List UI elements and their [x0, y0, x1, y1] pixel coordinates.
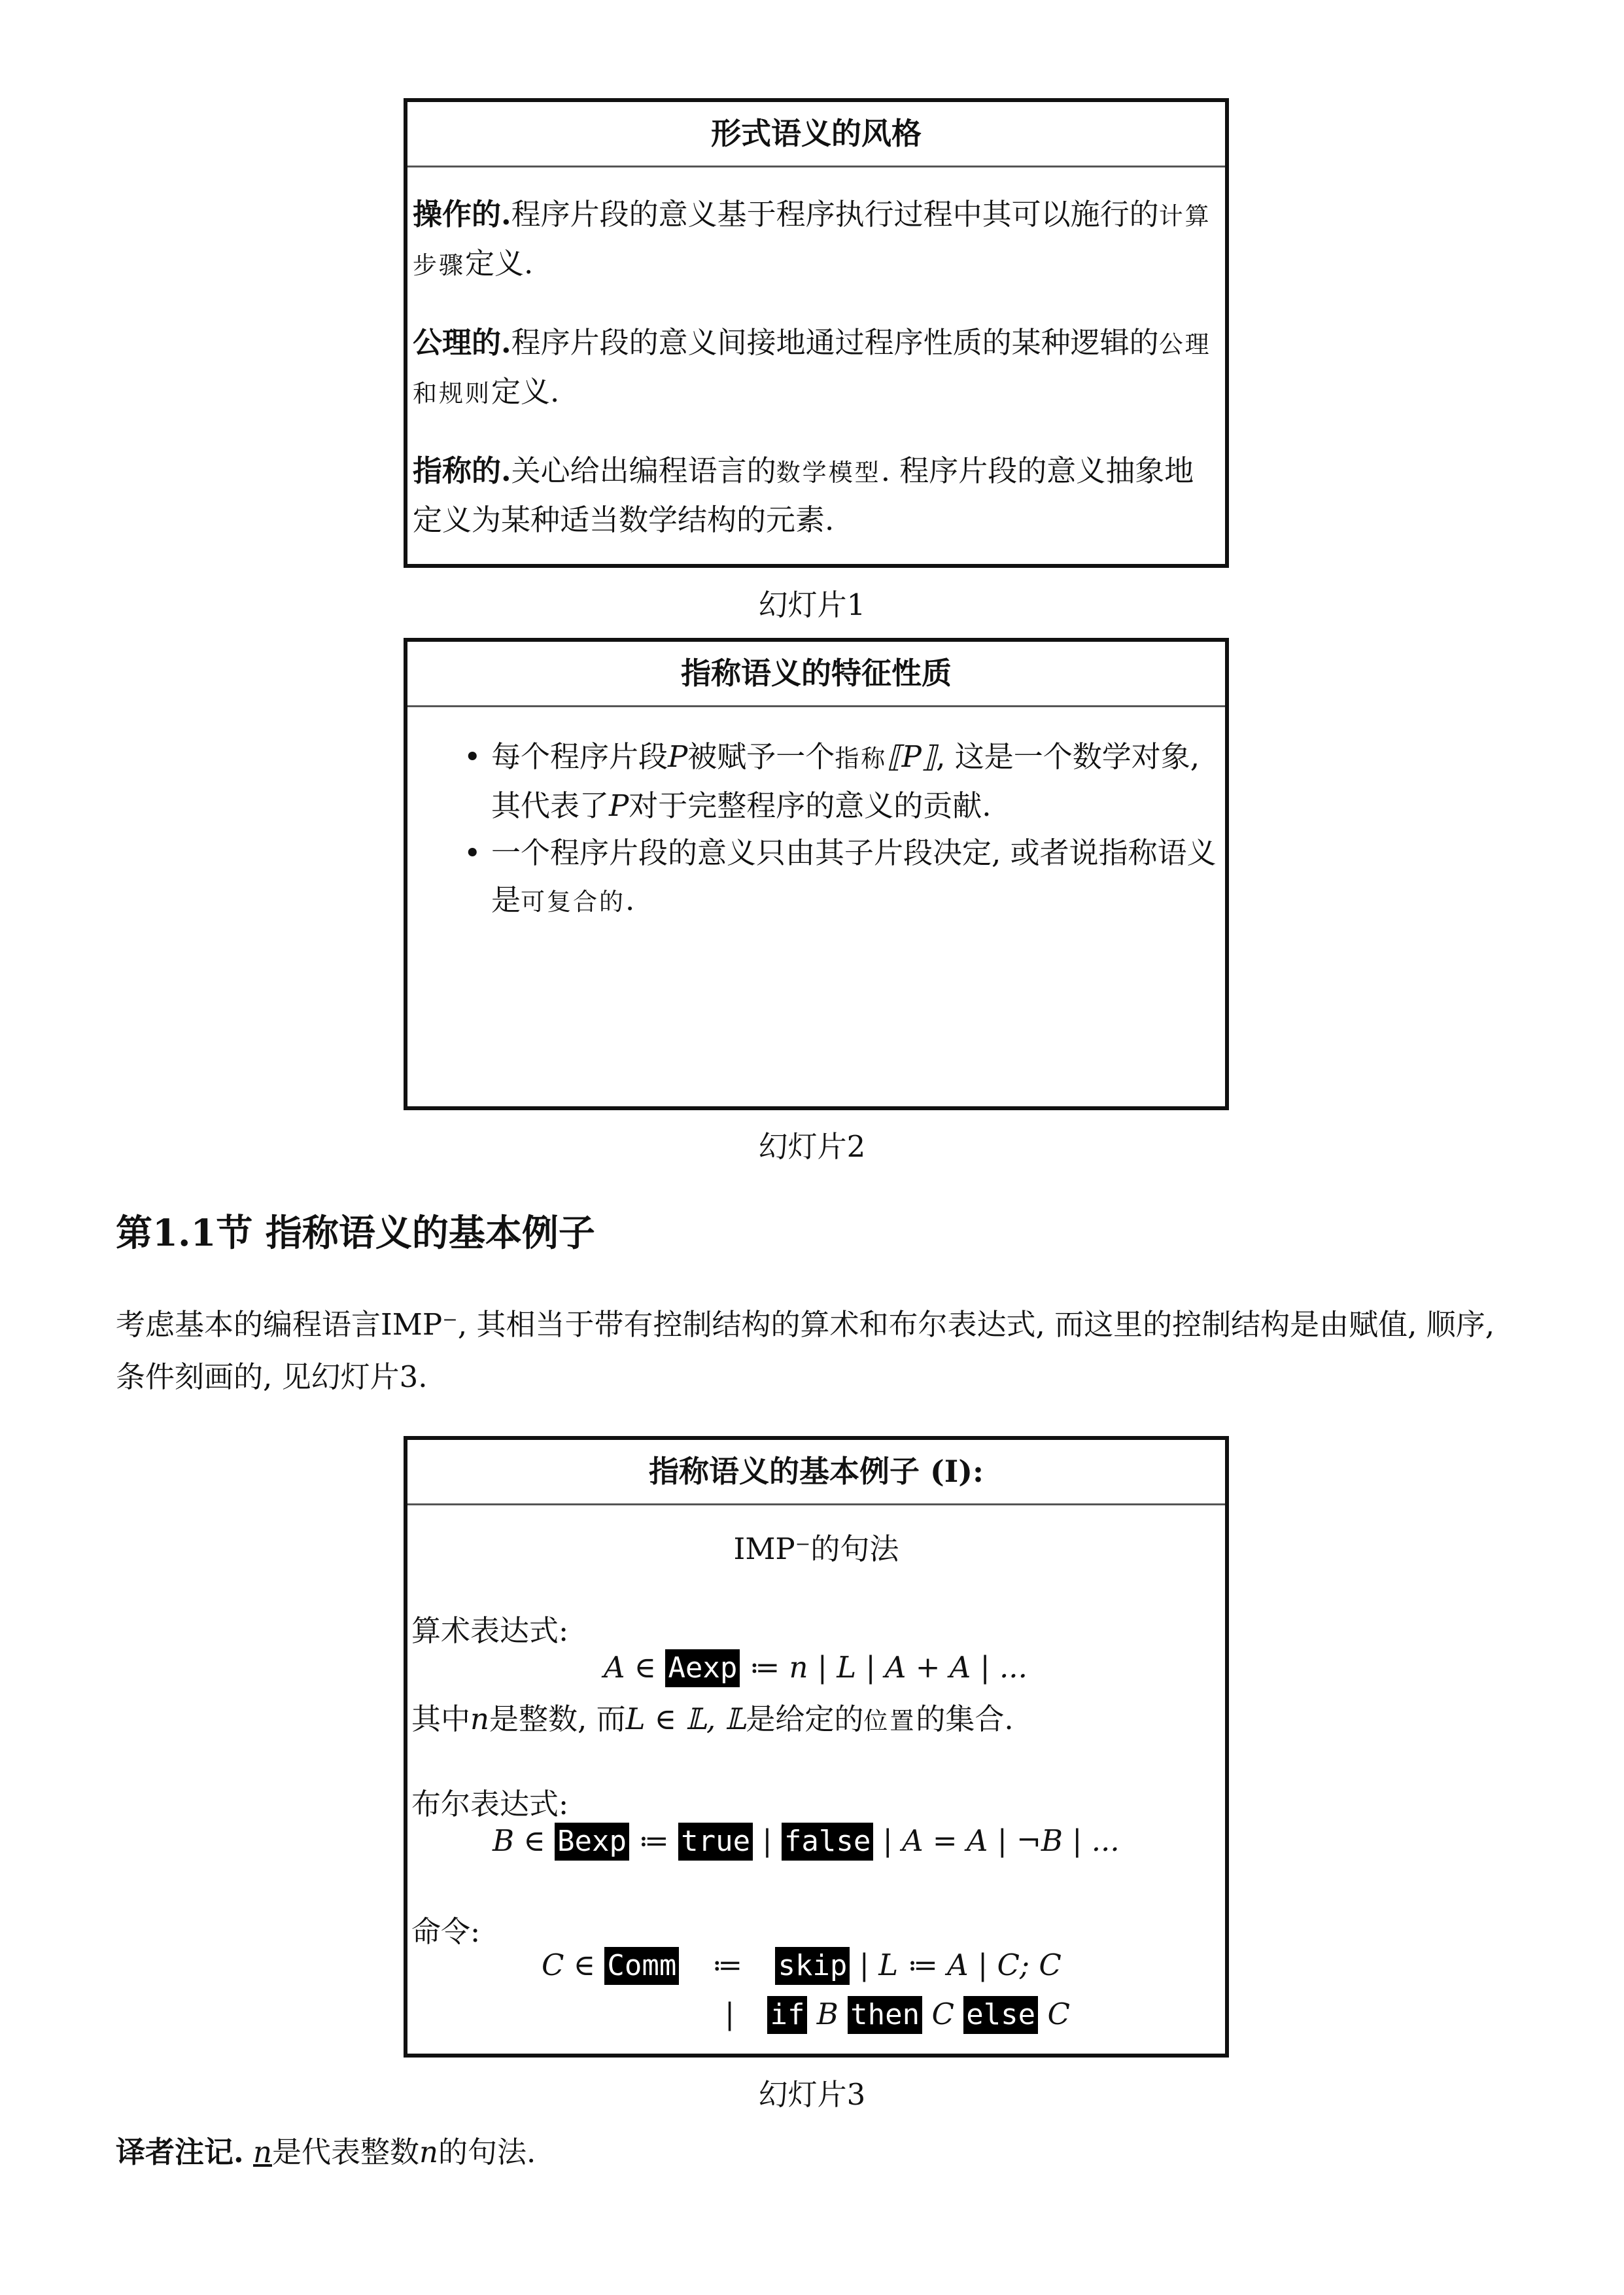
arith-label: 算术表达式: [411, 1613, 569, 1648]
section-paragraph: 考虑基本的编程语言IMP⁻, 其相当于带有控制结构的算术和布尔表达式, 而这里的控制结构是由赋值, 顺序, 条件刻画的, 见幻灯片3. [116, 1307, 1495, 1394]
style-item-operational [413, 191, 1220, 289]
bullet-text: , 这是一个数学对象, 其代表了 [491, 739, 1200, 823]
item-text: 程序片段的意义基于程序执行过程中其可以施行的 [511, 197, 1159, 232]
math-lhs: B ∈ [492, 1823, 545, 1858]
math-rhs: | A = A | ¬B | ... [882, 1823, 1120, 1858]
style-item-axiomatic [413, 319, 1220, 417]
keyword-true: true [678, 1823, 753, 1861]
bullet-text: 一个程序片段的意义只由其子片段决定, 或者说指称语义是 [491, 835, 1217, 917]
math-lhs: C ∈ [542, 1948, 596, 1982]
arith-note [411, 1695, 1014, 1738]
arith-grammar [604, 1649, 1028, 1687]
math-var: L ∈ 𝕃, 𝕃 [625, 1702, 746, 1736]
keyword-if: if [767, 1996, 807, 2034]
item-text: 程序片段的意义间接地通过程序性质的某种逻辑的 [511, 325, 1159, 360]
note-text: 的集合. [916, 1702, 1014, 1736]
math-op: | [725, 1997, 735, 2031]
math-var: P [609, 788, 629, 823]
bool-label: 布尔表达式: [411, 1787, 569, 1821]
slide-2-body [407, 707, 1225, 926]
math-rhs: ≔ n | L | A + A | ... [749, 1650, 1028, 1685]
math-numeral: n [252, 2135, 272, 2169]
keyword-skip: skip [775, 1947, 850, 1985]
keyword-aexp: Aexp [665, 1649, 740, 1687]
bullet-item [491, 830, 1220, 926]
keyword-then: then [848, 1996, 922, 2034]
slide-1-body [407, 167, 1225, 544]
bullet-list [413, 733, 1220, 926]
slide-3-subtitle: IMP⁻的句法 [733, 1532, 899, 1566]
note-text: 其中 [411, 1702, 471, 1736]
term-axiomatic: 公理的. [413, 325, 511, 360]
item-text: . 程序片段的意义抽象地定义为某种适当数学结构的元素. [413, 453, 1194, 537]
math-var: C [931, 1997, 954, 2031]
math-rhs: | L ≔ A | C; C [859, 1948, 1062, 1982]
bool-grammar [492, 1823, 1120, 1861]
note-text: 是整数, 而 [489, 1702, 626, 1736]
keyword-false: false [782, 1823, 873, 1861]
emphasis: 位置 [863, 1707, 916, 1735]
term-denotational: 指称的. [413, 453, 511, 488]
bullet-item [491, 733, 1220, 830]
emphasis: 指称 [835, 745, 888, 773]
item-text: 定义. [491, 374, 560, 409]
math-var: B [816, 1997, 838, 2031]
math-lhs: A ∈ [604, 1650, 657, 1685]
item-text: 关心给出编程语言的 [511, 453, 776, 488]
keyword-bexp: Bexp [555, 1823, 629, 1861]
emphasis: 可复合的 [521, 888, 626, 916]
style-item-denotational [413, 447, 1220, 544]
emphasis: 公理和规则 [413, 330, 1211, 408]
math-op: ≔ [712, 1948, 743, 1982]
note-label: 译者注记. [116, 2135, 244, 2169]
math-op: | [762, 1823, 772, 1858]
term-operational: 操作的. [413, 197, 511, 232]
slide-1-caption: 幻灯片1 [758, 587, 866, 622]
emphasis: 数学模型 [776, 459, 881, 487]
slide-2 [404, 638, 1229, 1110]
math-var: P [668, 739, 688, 774]
keyword-else: else [963, 1996, 1038, 2034]
slide-3-title: 指称语义的基本例子 (I): [407, 1440, 1225, 1505]
comm-label: 命令: [411, 1914, 481, 1949]
slide-1 [404, 98, 1229, 568]
slide-2-title: 指称语义的特征性质 [407, 642, 1225, 707]
translator-note [116, 2126, 1509, 2179]
emphasis: 计算步骤 [413, 202, 1211, 279]
bullet-text: 每个程序片段 [491, 739, 668, 774]
comm-grammar-line-1 [542, 1947, 1062, 1985]
bullet-text: 被赋予一个 [687, 739, 835, 774]
keyword-comm: Comm [604, 1947, 679, 1985]
bullet-text: 对于完整程序的意义的贡献. [629, 788, 992, 823]
math-var: n [470, 1702, 489, 1736]
math-var: n [419, 2135, 438, 2169]
slide-1-title: 形式语义的风格 [407, 102, 1225, 167]
note-text: 是代表整数 [271, 2135, 419, 2169]
slide-3 [404, 1436, 1229, 2058]
slide-2-caption: 幻灯片2 [758, 1129, 866, 1164]
math-var: C [1047, 1997, 1070, 2031]
section-heading: 第1.1节 指称语义的基本例子 [116, 1212, 595, 1255]
note-text: 的句法. [438, 2135, 536, 2169]
math-op: ≔ [638, 1823, 669, 1858]
math-denotation: ⟦P⟧ [887, 739, 937, 774]
bullet-text: . [625, 883, 635, 917]
comm-grammar-line-2 [725, 1996, 1070, 2034]
slide-3-caption: 幻灯片3 [758, 2077, 866, 2112]
note-text: 是给定的 [746, 1702, 864, 1736]
item-text: 定义. [465, 246, 534, 281]
